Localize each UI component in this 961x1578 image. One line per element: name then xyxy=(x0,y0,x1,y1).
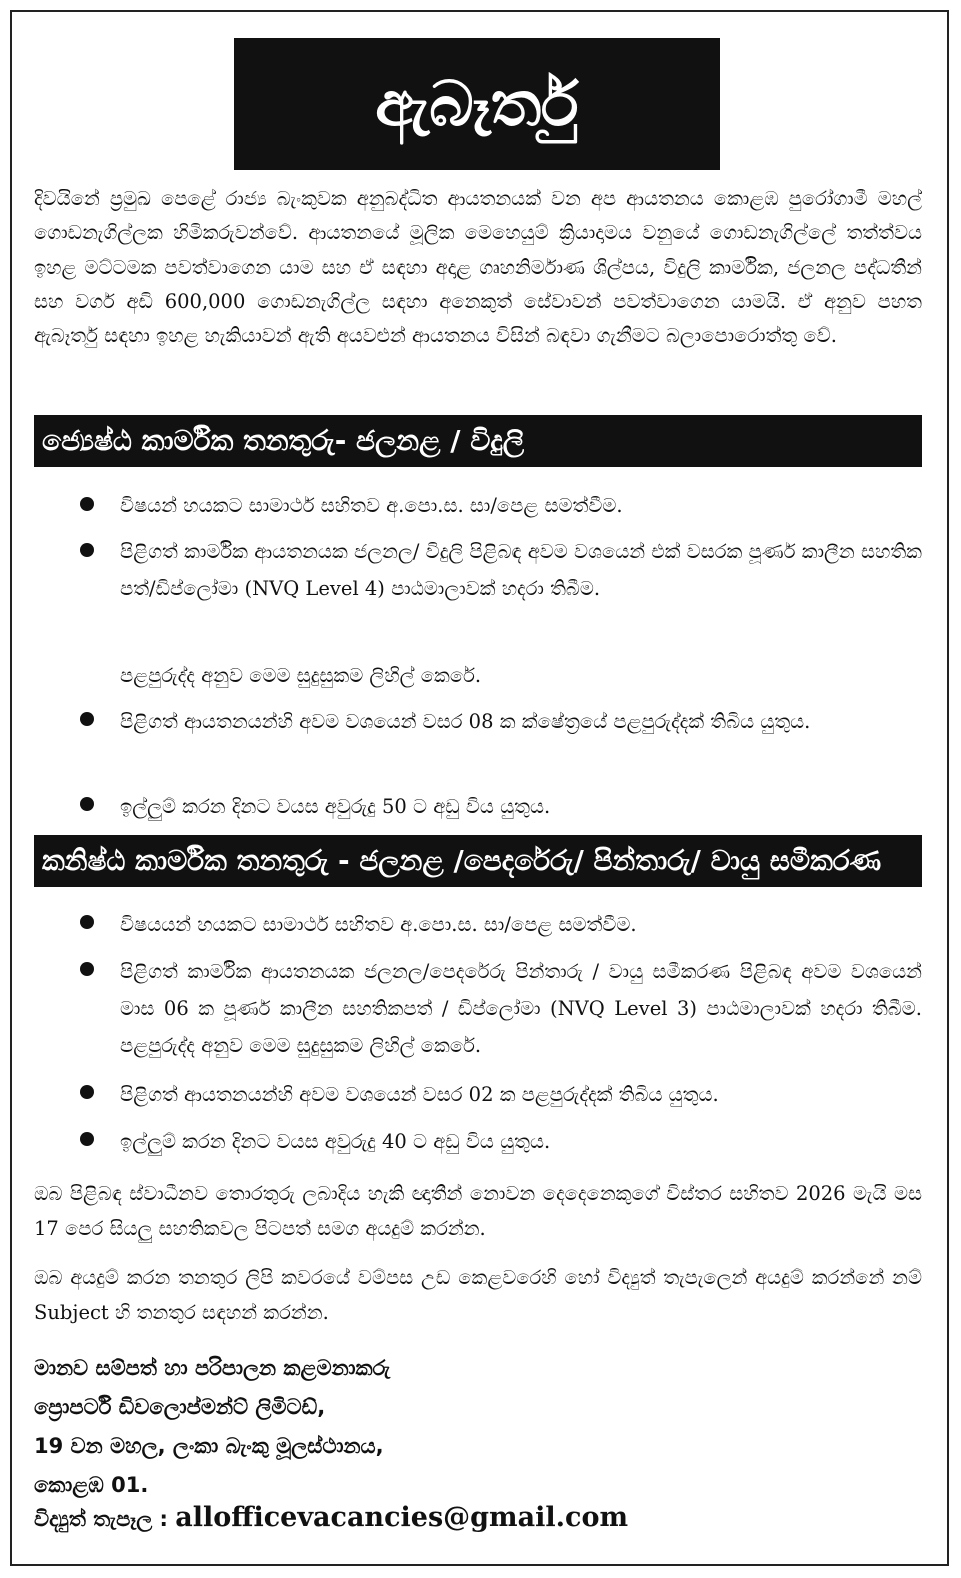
bullet-icon xyxy=(80,543,94,557)
address-line: කොළඹ 01. xyxy=(34,1473,149,1497)
requirement-item: ඉල්ලුම් කරන දිනට වයස අවුරුදු 40 ට අඩු විය යුතුය. xyxy=(120,1130,551,1153)
requirement-item: පිළිගත් කාර්මික ආයතනයක ජලනල/පෙදරේරු පින්තාරු / වායු සමීකරණ පිළිබඳ අවම වශයෙන් මාස 06 ක පූර්ණ කාලීන සහතිකපත් / ඩිප්ලෝමා (NVQ Level 3) පාඨමාලාවක් හදරා තිබීම. පළපුරුද්ද අනුව මෙම සුදුසුකම ලිහිල් කෙරේ. xyxy=(120,960,922,1057)
bullet-icon xyxy=(80,915,94,929)
requirement-item: පිළිගත් ආයතනයන්හි අවම වශයෙන් වසර 08 ක ක්ෂේත්‍රයේ පළපුරුද්දක් තිබිය යුතුය. xyxy=(120,710,811,733)
email-line xyxy=(34,1502,628,1533)
bullet-icon xyxy=(80,1085,94,1099)
subject-instructions: ඔබ අයදුම් කරන තනතුර ලිපි කවරයේ වම්පස උඩ කෙළවරෙහි හෝ විද්‍යුත් තැපැලෙන් අයදුම් කරන්නේ නම් Subject හි තනතුර සඳහන් කරන්න. xyxy=(34,1266,922,1324)
page-title: ඇබෑර්තු xyxy=(234,38,720,170)
requirement-item: විෂයයන් හයකට සාමාර්ථ සහිතව අ.පො.ස. සා/පෙළ සමත්වීම. xyxy=(120,913,637,936)
requirement-note: පළපුරුද්ද අනුව මෙම සුදුසුකම ලිහිල් කෙරේ. xyxy=(120,664,482,687)
address-line: ප්‍රොපර්ටි ඩිවලොප්මන්ට් ලිමිටඩ්, xyxy=(34,1395,326,1419)
requirement-item: විෂයන් හයකට සාමාර්ථ සහිතව අ.පො.ස. සා/පෙළ සමත්වීම. xyxy=(120,494,623,517)
address-line: 19 වන මහල, ලංකා බැංකු මූලස්ථානය, xyxy=(34,1434,384,1458)
junior-technical-heading: කනිෂ්ඨ කාර්මික තනතුරු - ජලනළ /පෙදරේරු/ පින්තාරු/ වායු සමීකරණ xyxy=(34,835,922,887)
bullet-icon xyxy=(80,712,94,726)
email-address[interactable]: allofficevacancies@gmail.com xyxy=(175,1502,629,1533)
bullet-icon xyxy=(80,962,94,976)
bullet-icon xyxy=(80,797,94,811)
email-label: විද්‍යුත් තැපෑල : xyxy=(34,1507,168,1531)
intro-paragraph: දිවයිනේ ප්‍රමුඛ පෙළේ රාජ්‍ය බැංකුවක අනුබද්ධිත ආයතනයක් වන අප ආයතනය කොළඹ පුරෝගාමී මහල් ගොඩනැගිල්ලක හිමිකරුවන්වේ. ආයතනයේ මූලික මෙහෙයුම් ක්‍රියාදාමය වනුයේ ගොඩනැගිල්ලේ තත්ත්වය ඉහළ මට්ටමක පවත්වාගෙන යාම සහ ඒ සඳහා අදාළ ගෘහනිර්මාණ ශිල්පය, විදුලි කාර්මික, ජලනල පද්ධතීන් සහ වර්ග අඩි 600,000 ගොඩනැගිල්ල සඳහා අනෙකුත් සේවාවන් පවත්වාගෙන යාමයි. ඒ අනුව පහත ඇබෑර්තු සඳහා ඉහළ හැකියාවන් ඇති අයවළුන් ආයතනය විසින් බඳවා ගැනීමට බලාපොරොත්තු වේ. xyxy=(34,187,922,348)
application-instructions: ඔබ පිළිබඳ ස්වාධීනව තොරතුරු ලබාදිය හැකි ඥාතීන් නොවන දෙදෙනෙකුගේ විස්තර සහිතව 2026 මැයි මස 17 පෙර සියලු සහතිකවල පිටපත් සමග අයදුම් කරන්න. xyxy=(34,1182,922,1240)
requirement-item: ඉල්ලුම් කරන දිනට වයස අවුරුදු 50 ට අඩු විය යුතුය. xyxy=(120,795,551,818)
requirement-item: පිළිගත් කාර්මික ආයතනයක ජලනල/ විදුලි පිළිබඳ අවම වශයෙන් එක් වසරක පූර්ණ කාලීන සහතික පත්/ඩිප්ලෝමා (NVQ Level 4) පාඨමාලාවක් හදරා තිබීම. xyxy=(120,540,922,600)
postal-address xyxy=(34,1349,390,1505)
bullet-icon xyxy=(80,497,94,511)
senior-technical-heading: ජ්‍යෙෂ්ඨ කාර්මික තනතුරු- ජලනළ / විදුලි xyxy=(34,415,922,467)
address-line: මානව සම්පත් හා පරිපාලන කළමනාකරු xyxy=(34,1356,391,1380)
bullet-icon xyxy=(80,1132,94,1146)
requirement-item: පිළිගත් ආයතනයන්හි අවම වශයෙන් වසර 02 ක පළපුරුද්දක් තිබිය යුතුය. xyxy=(120,1083,719,1106)
